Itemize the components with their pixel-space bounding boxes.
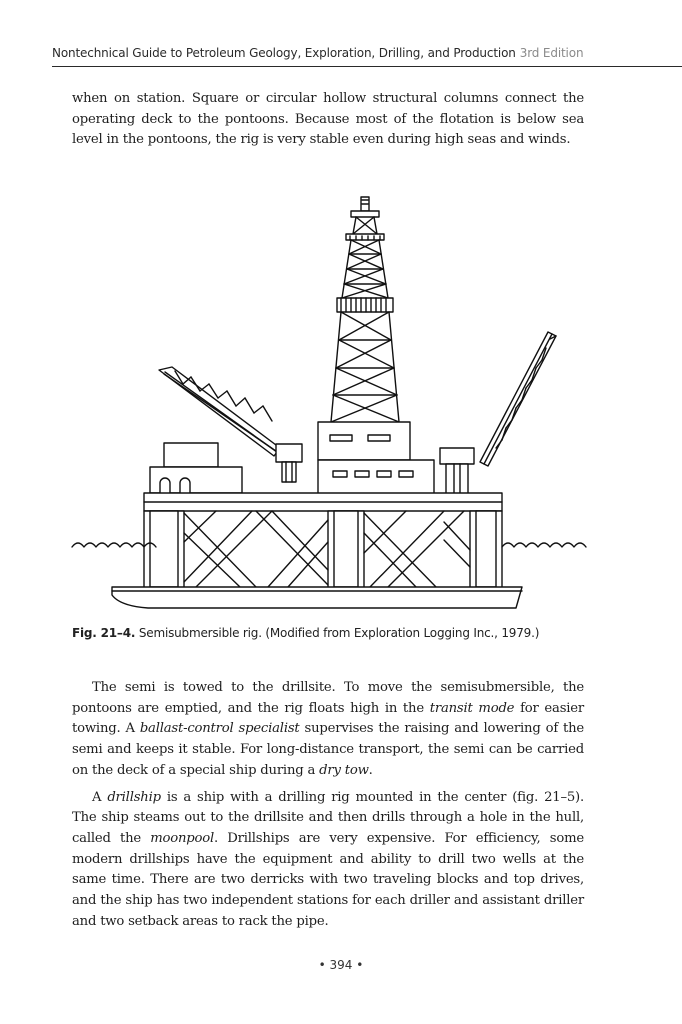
semisubmersible-rig-illustration <box>60 190 620 618</box>
paragraph-2-text-4: . <box>368 762 373 778</box>
paragraph-2-text-2: for easier towing. A <box>72 700 584 737</box>
figure-label: Fig. 21–4. <box>72 626 136 640</box>
paragraph-3-text-1: A <box>92 789 108 805</box>
header-rule <box>52 66 682 67</box>
left-deck-building <box>150 443 242 493</box>
paragraph-2-text-1: The semi is towed to the drillsite. To move the semisubmersible, the pontoons are emptied, and the rig floats high in the <box>72 680 584 716</box>
cross-bracing <box>184 511 470 587</box>
figure-caption <box>72 626 632 640</box>
running-head-title: Nontechnical Guide to Petroleum Geology, Exploration, Drilling, and Production <box>52 46 516 60</box>
top-paragraph: when on station. Square or circular hollow structural columns connect the operating deck to the pontoons. Because most of the flotation is below sea level in the pontoons, the rig is very stable even during high seas and winds. <box>72 91 584 148</box>
derrick-lower <box>331 312 399 422</box>
main-deck <box>144 493 502 511</box>
term-moonpool: moonpool <box>150 830 215 846</box>
term-dry-tow: dry tow <box>319 762 369 778</box>
derrick-platform <box>337 298 393 312</box>
body-text-block <box>72 678 584 938</box>
term-transit-mode: transit mode <box>429 700 515 716</box>
right-crane-pedestal <box>440 448 474 494</box>
running-head-edition: 3rd Edition <box>519 46 584 60</box>
paragraph-drillship <box>72 788 584 933</box>
pontoon-hull <box>112 587 522 608</box>
top-paragraph-block <box>72 89 584 151</box>
derrick-upper <box>342 240 388 298</box>
derrick-top <box>346 197 384 240</box>
paragraph-2-text-3: supervises the raising and lowering of the semi and keeps it stable. For long-distance transport, the semi can be carried on the deck of a special ship during a <box>72 721 584 778</box>
paragraph-3-text-2: is a ship with a drilling rig mounted in the center (fig. 21–5). The ship steams out to the drillsite and then drills through a hole in the hull, called the <box>72 789 584 846</box>
left-crane-pedestal <box>276 444 302 482</box>
page-number: • 394 • <box>318 958 364 972</box>
term-drillship: drillship <box>107 789 161 805</box>
paragraph-semi-towing <box>72 678 584 782</box>
paragraph-3-text-3: . Drillships are very expensive. For efficiency, some modern drillships have the equipment and ability to drill two wells at the same time. There are two derricks with two traveling blocks and top drives, and the ship has two independent stations for each driller and assistant driller and two setback areas to rack the pipe. <box>72 830 584 929</box>
figure-caption-text: Semisubmersible rig. (Modified from Exploration Logging Inc., 1979.) <box>138 626 540 640</box>
running-head <box>52 46 682 60</box>
right-crane-boom <box>480 332 556 466</box>
term-ballast-control-specialist: ballast-control specialist <box>139 721 300 737</box>
deck-house <box>318 422 434 495</box>
